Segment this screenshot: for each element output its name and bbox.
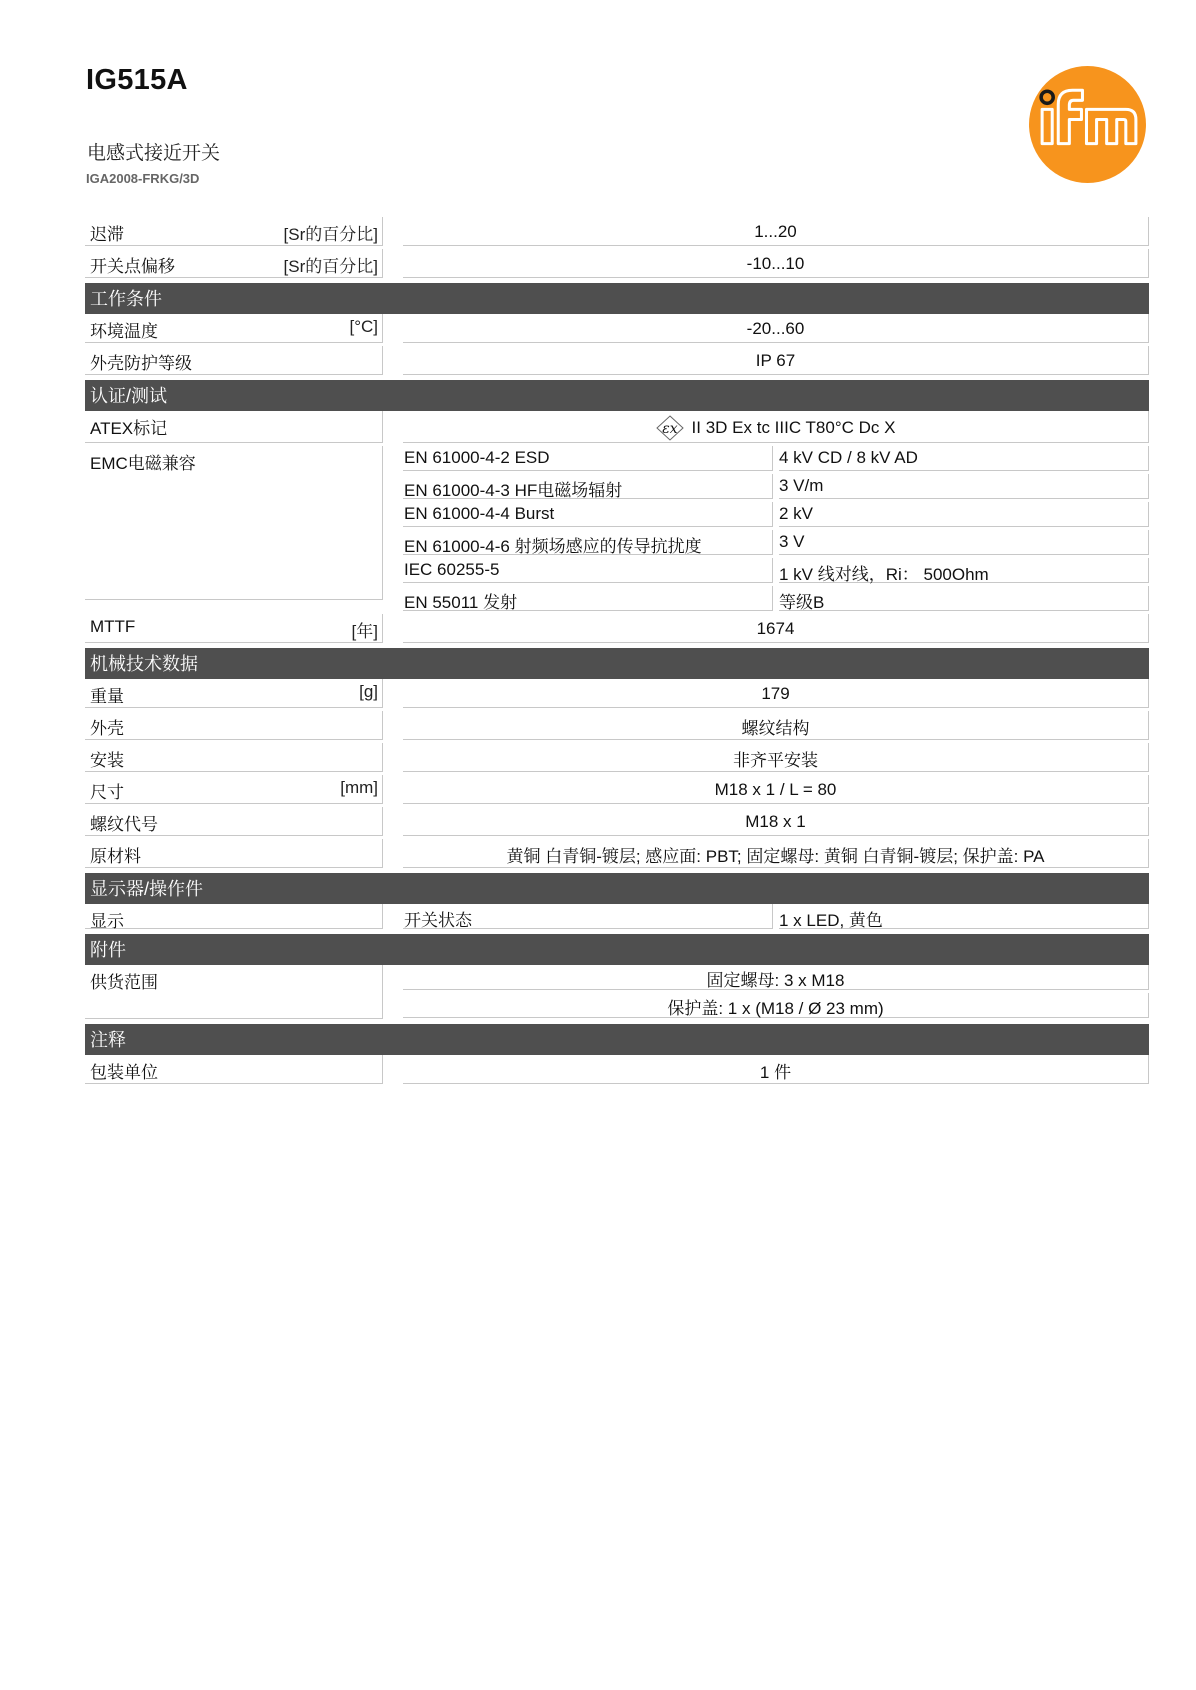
emc-value: 3 V/m: [779, 474, 1149, 499]
spec-label-cell: [85, 1055, 383, 1084]
spec-row-emc: [85, 446, 1149, 611]
atex-marking: II 3D Ex tc IIIC T80°C Dc X: [691, 417, 896, 437]
spec-value: M18 x 1 / L = 80: [403, 775, 1149, 804]
spec-row-weight: [85, 679, 1149, 708]
spec-label: 迟滞: [90, 225, 124, 244]
emc-standard: EN 61000-4-3 HF电磁场辐射: [403, 474, 773, 499]
display-key: 开关状态: [403, 904, 773, 929]
spec-label: 螺纹代号: [90, 815, 158, 834]
spec-value: -20...60: [403, 314, 1149, 343]
spec-label: 安装: [90, 751, 124, 770]
spec-row-hysteresis: [85, 217, 1149, 246]
spec-row-thread: [85, 807, 1149, 836]
spec-label: 显示: [90, 912, 124, 931]
spec-unit: [年]: [351, 622, 378, 641]
section-header-operating: 工作条件: [85, 283, 1149, 314]
spec-label: EMC电磁兼容: [90, 454, 196, 473]
section-header-remarks: 注释: [85, 1024, 1149, 1055]
spec-label-cell: [85, 249, 383, 278]
spec-label-cell: [85, 775, 383, 804]
spec-row-atex: [85, 411, 1149, 443]
product-title: IG515A: [86, 64, 188, 96]
spec-unit: [mm]: [340, 778, 378, 797]
emc-standard: IEC 60255-5: [403, 558, 773, 583]
emc-value: 2 kV: [779, 502, 1149, 527]
spec-label-cell: [85, 711, 383, 740]
spec-row-packaging-unit: [85, 1055, 1149, 1084]
supply-item: 保护盖: 1 x (M18 / Ø 23 mm): [403, 993, 1149, 1018]
spec-label: ATEX标记: [90, 419, 168, 438]
spec-label-cell: [85, 314, 383, 343]
spec-value: IP 67: [403, 346, 1149, 375]
spec-label-cell: [85, 446, 383, 600]
spec-row-ambient-temp: [85, 314, 1149, 343]
emc-item: [403, 474, 1149, 499]
emc-subtable: [403, 446, 1149, 611]
display-value: 1 x LED, 黄色: [779, 904, 1149, 929]
spec-unit: [g]: [359, 682, 378, 701]
ifm-logo-icon: [1027, 64, 1148, 185]
section-header-accessories: 附件: [85, 934, 1149, 965]
spec-label: 环境温度: [90, 322, 158, 341]
spec-value: 179: [403, 679, 1149, 708]
emc-item: [403, 530, 1149, 555]
spec-label: 外壳防护等级: [90, 354, 192, 373]
spec-label-cell: [85, 743, 383, 772]
spec-row-scope-of-supply: [85, 965, 1149, 1019]
spec-value: 1674: [403, 614, 1149, 643]
spec-value: 螺纹结构: [403, 711, 1149, 740]
section-header-display: 显示器/操作件: [85, 873, 1149, 904]
spec-row-housing: [85, 711, 1149, 740]
emc-value: 1 kV 线对线，Ri： 500Ohm: [779, 558, 1149, 583]
spec-value: M18 x 1: [403, 807, 1149, 836]
section-header-approvals: 认证/测试: [85, 380, 1149, 411]
spec-row-protection: [85, 346, 1149, 375]
spec-label-cell: [85, 411, 383, 443]
spec-label-cell: [85, 807, 383, 836]
emc-item: [403, 446, 1149, 471]
spec-label: MTTF: [90, 617, 136, 636]
spec-label-cell: [85, 614, 383, 643]
spec-label-cell: [85, 679, 383, 708]
spec-value: 1 件: [403, 1055, 1149, 1084]
emc-item: [403, 558, 1149, 583]
spec-label-cell: [85, 839, 383, 868]
spec-label: 外壳: [90, 719, 124, 738]
svg-text:εx: εx: [661, 420, 678, 437]
spec-unit: [Sr的百分比]: [283, 225, 378, 244]
product-code: IGA2008-FRKG/3D: [86, 171, 200, 186]
display-item: [403, 904, 1149, 929]
spec-row-dimensions: [85, 775, 1149, 804]
spec-unit: [Sr的百分比]: [283, 257, 378, 276]
spec-row-materials: [85, 839, 1149, 868]
section-header-mechanical: 机械技术数据: [85, 648, 1149, 679]
spec-row-display: [85, 904, 1149, 929]
emc-value: 4 kV CD / 8 kV AD: [779, 446, 1149, 471]
ex-icon: [656, 415, 684, 441]
spec-value: 非齐平安装: [403, 743, 1149, 772]
emc-standard: EN 61000-4-6 射频场感应的传导抗扰度: [403, 530, 773, 555]
spec-label-cell: [85, 346, 383, 375]
spec-unit: [°C]: [349, 317, 378, 336]
emc-standard: EN 55011 发射: [403, 586, 773, 611]
spec-row-mounting: [85, 743, 1149, 772]
spec-value: 1...20: [403, 217, 1149, 246]
spec-label: 包装单位: [90, 1063, 158, 1082]
spec-label: 开关点偏移: [90, 257, 175, 276]
spec-label: 重量: [90, 687, 124, 706]
spec-label-cell: [85, 217, 383, 246]
spec-value: 黄铜 白青铜-镀层; 感应面: PBT; 固定螺母: 黄铜 白青铜-镀层; 保护盖: PA: [403, 839, 1149, 868]
emc-value: 等级B: [779, 586, 1149, 611]
spec-label-cell: [85, 965, 383, 1019]
spec-label: 供货范围: [90, 973, 158, 992]
emc-standard: EN 61000-4-4 Burst: [403, 502, 773, 527]
emc-value: 3 V: [779, 530, 1149, 555]
spec-label-cell: [85, 904, 383, 929]
supply-item: 固定螺母: 3 x M18: [403, 965, 1149, 990]
emc-item: [403, 502, 1149, 527]
spec-label: 尺寸: [90, 783, 124, 802]
spec-label: 原材料: [90, 847, 141, 866]
datasheet-table: [85, 217, 1149, 1084]
product-type: 电感式接近开关: [87, 143, 221, 164]
atex-value-cell: [403, 411, 1149, 443]
spec-value: -10...10: [403, 249, 1149, 278]
spec-row-mttf: [85, 614, 1149, 643]
emc-standard: EN 61000-4-2 ESD: [403, 446, 773, 471]
spec-row-switch-offset: [85, 249, 1149, 278]
emc-item: [403, 586, 1149, 611]
